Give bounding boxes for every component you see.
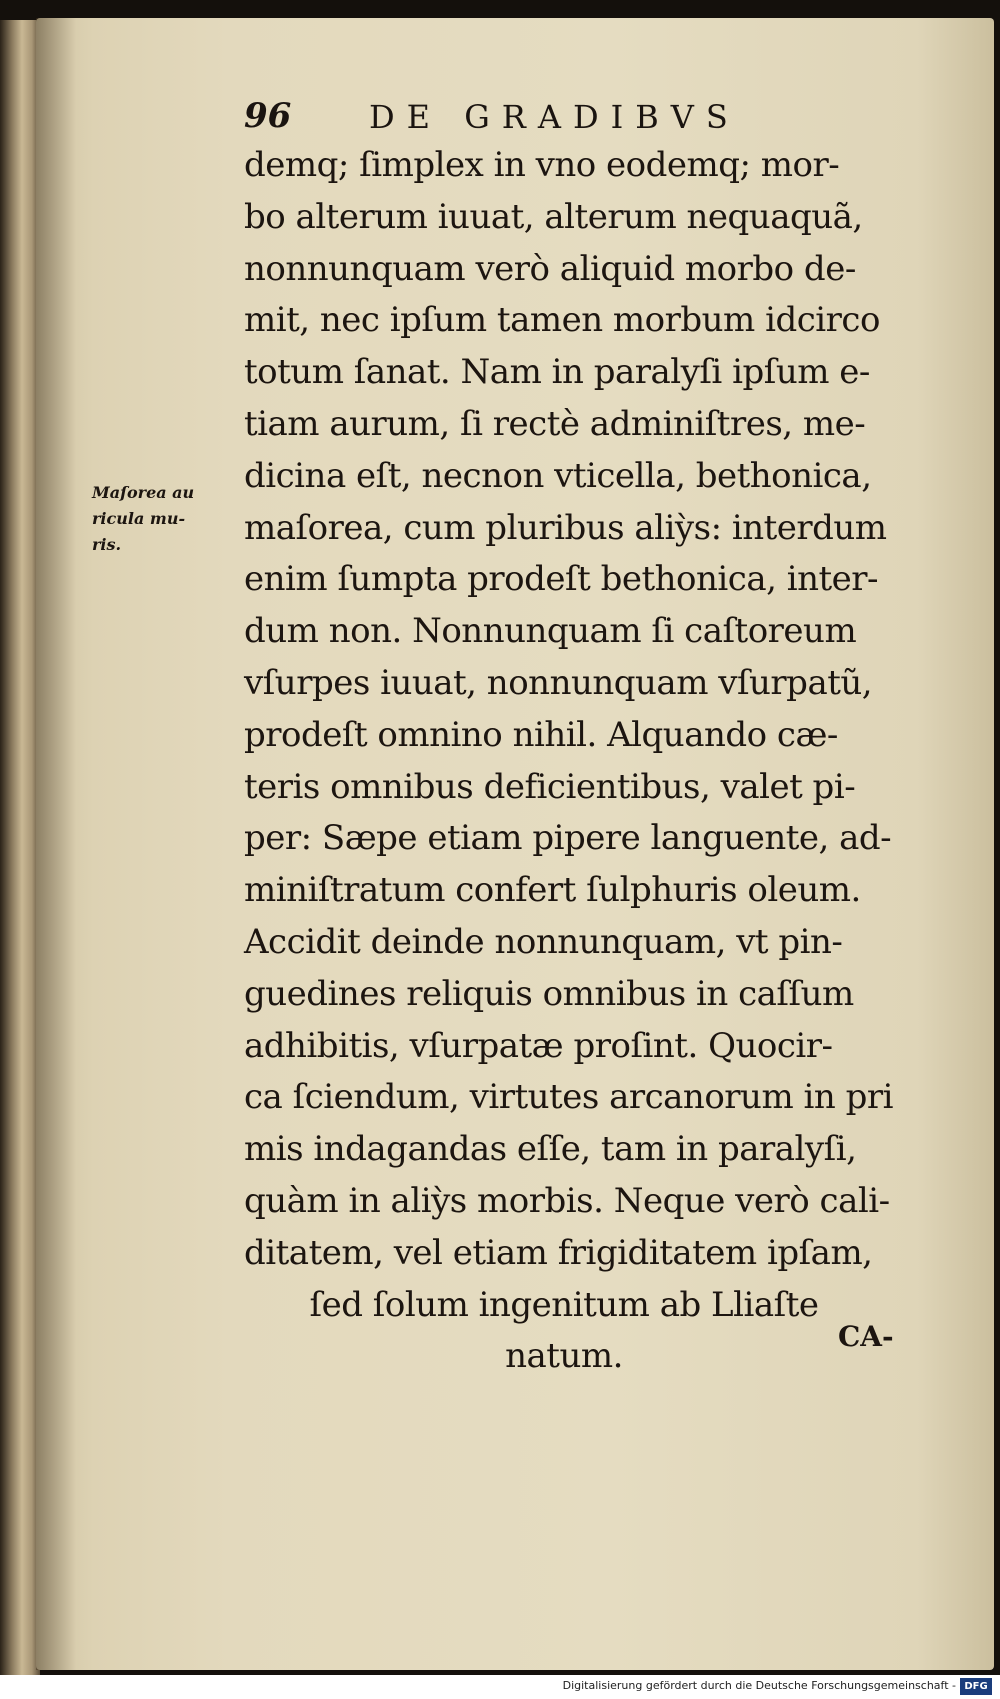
text-line: demq; ſimplex in vno eodemq; mor- [244, 145, 840, 185]
text-line: tiam aurum, ſi rectè adminiſtres, me- [244, 403, 866, 444]
text-line: Accidit deinde nonnunquam, vt pin- [244, 921, 843, 962]
text-line: ditatem, vel etiam frigiditatem ipſam, [244, 1232, 873, 1273]
text-line: mit, nec ipſum tamen morbum idcirco [244, 300, 880, 341]
text-line: mis indagandas eſſe, tam in paralyſi, [244, 1129, 857, 1170]
text-line: quàm in aliỳs morbis. Neque verò cali- [244, 1180, 890, 1221]
text-line: enim ſumpta prodeſt bethonica, inter- [244, 559, 879, 600]
dfg-logo: DFG [960, 1678, 992, 1695]
running-title: DE GRADIBVS [369, 98, 740, 136]
text-line: nonnunquam verò aliquid morbo de- [244, 248, 856, 289]
text-line: teris omnibus deficientibus, valet pi- [244, 766, 856, 807]
marginal-note-line: ris. [92, 535, 122, 554]
text-line: bo alterum iuuat, alterum nequaquã, [244, 196, 863, 237]
catchword: CA- [838, 1320, 894, 1353]
gutter-shadow [36, 18, 76, 1670]
text-line: guedines reliquis omnibus in caſſum [244, 973, 854, 1014]
text-line: ca ſciendum, virtutes arcanorum in pri [244, 1077, 893, 1118]
text-line: prodeſt omnino nihil. Alquando cæ- [244, 714, 838, 755]
text-line: miniſtratum confert ſulphuris oleum. [244, 870, 861, 911]
marginal-note [92, 480, 227, 558]
text-line: dicina eſt, necnon vticella, bethonica, [244, 455, 872, 496]
book-page-edges [0, 20, 40, 1680]
text-line: totum ſanat. Nam in paralyſi ipſum e- [244, 352, 870, 393]
text-line: per: Sæpe etiam pipere languente, ad- [244, 818, 892, 859]
marginal-note-line: Maſorea au [92, 483, 195, 502]
marginal-note-line: ricula mu- [92, 509, 186, 528]
text-line: dum non. Nonnunquam ſi caſtoreum [244, 611, 857, 652]
text-line: ſed ſolum ingenitum ab Lliaſte [309, 1284, 819, 1325]
funding-credit: Digitalisierung gefördert durch die Deutsche Forschungsgemeinschaft - [562, 1679, 956, 1692]
page-header [244, 96, 844, 144]
page-number: 96 [244, 96, 292, 136]
digitization-footer [0, 1675, 1000, 1699]
text-line: natum. [505, 1336, 623, 1377]
text-line: adhibitis, vſurpatæ proſint. Quocir- [244, 1025, 833, 1066]
body-text [244, 140, 924, 1383]
text-line: vſurpes iuuat, nonnunquam vſurpatũ, [244, 662, 873, 703]
text-line: maſorea, cum pluribus aliỳs: interdum [244, 507, 887, 548]
